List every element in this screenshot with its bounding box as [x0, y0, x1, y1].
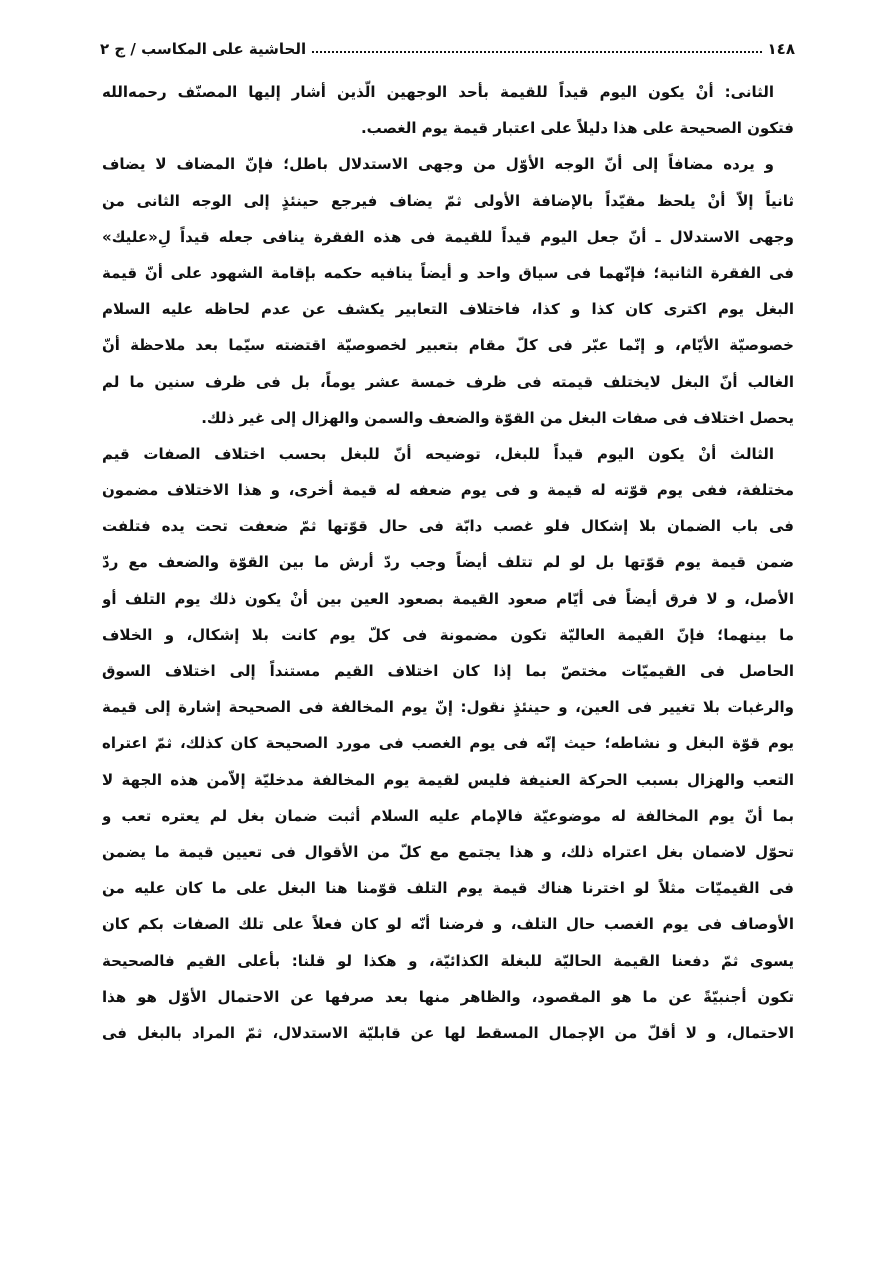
text-line: يوم قوّة البغل و نشاطه؛ حيث إنّه فى يوم الغصب فى مورد الصحيحة كان كذلك، ثمّ اعتراه: [102, 734, 794, 753]
text-line: يسوى ثمّ دفعنا القيمة الحاليّة للبغلة الكذائيّة، و هكذا لو قلنا: بأعلى القيم فالصحيحة: [102, 951, 794, 970]
text-line: الغالب أنّ البغل لايختلف قيمته فى ظرف خمسة عشر يوماً، بل فى ظرف سنين ما لم: [102, 372, 794, 391]
text-line: فى باب الضمان بلا إشكال فلو غصب دابّة فى حال قوّتها ثمّ ضعفت تحت يده فتلفت: [102, 517, 794, 536]
text-line: تكون أجنبيّةً عن ما هو المقصود، والظاهر منها بعد صرفها عن الاحتمال الأوّل هو هذا: [102, 987, 794, 1006]
header-dot-leader: [312, 51, 761, 53]
running-title: الحاشية على المكاسب / ج ٢: [100, 40, 307, 58]
text-line: الأوصاف فى يوم الغصب حال التلف، و فرضنا أنّه لو كان فعلاً على تلك الصفات بكم كان: [102, 915, 794, 934]
text-line: ضمن قيمة يوم قوّتها بل لو لم تتلف أيضاً وجب ردّ أرش ما بين القوّة والضعف مع ردّ: [102, 553, 794, 572]
text-line: والرغبات بلا تغيير فى العين، و حينئذٍ نقول: إنّ يوم المخالفة فى الصحيحة إشارة إلى قيمة: [102, 698, 794, 717]
text-line: و يرده مضافاً إلى أنّ الوجه الأوّل من وجهى الاستدلال باطل؛ فإنّ المضاف لا يضاف: [102, 155, 774, 174]
text-line: التعب والهزال بسبب الحركة العنيفة فليس لقيمة يوم المخالفة مدخليّة إلاّمن هذه الجهة لا: [102, 770, 794, 789]
body-text: [102, 74, 794, 1051]
text-line: ما بينهما؛ فإنّ القيمة العاليّة تكون مضمونة فى كلّ يوم كانت بلا إشكال، و الخلاف: [102, 625, 794, 644]
running-header: [100, 36, 795, 58]
text-line: الحاصل فى القيميّات مختصّ بما إذا كان اختلاف القيم مستنداً إلى اختلاف السوق: [102, 662, 794, 680]
text-line: الثانى: أنْ يكون اليوم قيداً للقيمة بأحد الوجهين الّذين أشار إليها المصنّف رحمه‌الله: [102, 83, 774, 101]
text-line: فى الفقرة الثانية؛ فإنّهما فى سياق واحد و أيضاً ينافيه حكمه بإقامة الشهود على أنّ قيمة: [102, 263, 794, 282]
text-line: فى القيميّات مثلاً لو اخترنا هناك قيمة يوم التلف قوّمنا هنا البغل على ما كان عليه من: [102, 879, 794, 898]
text-line: تحوّل لاضمان بغل اعتراه ذلك، و هذا يجتمع مع كلّ من الأقوال فى تعيين قيمة ما يضمن: [102, 842, 794, 861]
page-number: ١٤٨: [767, 40, 795, 58]
text-line: الأصل، و لا فرق أيضاً فى أيّام صعود القيمة بصعود العين بين أنْ يكون ذلك يوم التلف أو: [102, 589, 794, 608]
text-line: الثالث أنْ يكون اليوم قيداً للبغل، توضيحه أنّ للبغل بحسب اختلاف الصفات قيم: [102, 444, 774, 463]
text-line: ثانياً إلاّ أنْ يلحظ مقيّداً بالإضافة الأولى ثمّ يضاف فيرجع حينئذٍ إلى الوجه الثانى من: [102, 191, 794, 210]
text-line: خصوصيّة الأيّام، و إنّما عبّر فى كلّ مقام بتعبير لخصوصيّة اقتضته سيّما بعد ملاحظة أنّ: [102, 336, 794, 355]
text-line: وجهى الاستدلال ـ أنّ جعل اليوم قيداً للقيمة فى هذه الفقرة ينافى جعله قيداً لِ«عليك»: [102, 227, 794, 246]
text-line: فتكون الصحيحة على هذا دليلاً على اعتبار قيمة يوم الغصب.: [360, 119, 794, 138]
text-line: بما أنّ يوم المخالفة له موضوعيّة فالإمام عليه السلام أثبت ضمان بغل لم يعتره تعب و: [102, 806, 794, 825]
text-line: يحصل اختلاف فى صفات البغل من القوّة والضعف والسمن والهزال إلى غير ذلك.: [201, 408, 794, 427]
text-line: الاحتمال، و لا أقلّ من الإجمال المسقط لها عن قابليّة الاستدلال، ثمّ المراد بالبغل فى: [102, 1023, 794, 1042]
text-line: البغل يوم اكترى كان كذا و كذا، فاختلاف التعابير يكشف عن عدم لحاظه عليه السلام: [102, 300, 794, 319]
text-line: مختلفة، ففى يوم قوّته له قيمة و فى يوم ضعفه له قيمة أخرى، و هذا الاختلاف مضمون: [102, 481, 794, 500]
